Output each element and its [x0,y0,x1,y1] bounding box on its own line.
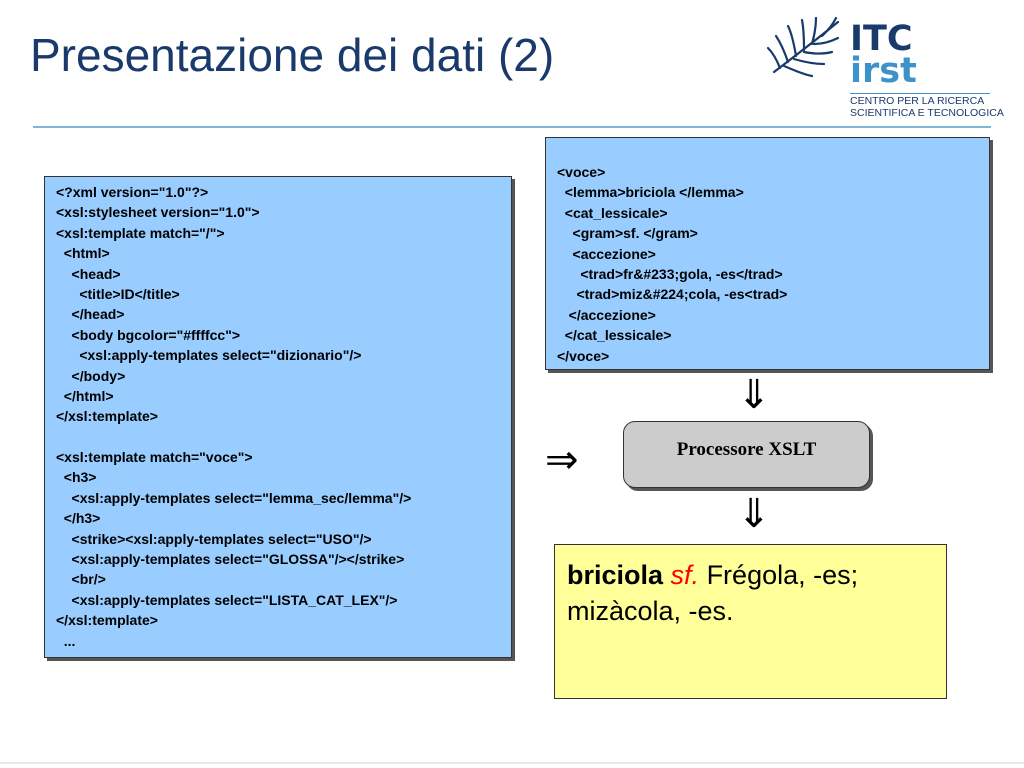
code-line: </xsl:template> [56,408,158,425]
code-line: <lemma>briciola </lemma> [557,184,744,201]
arrow-right-icon: ⇒ [545,437,579,483]
code-line: <trad>fr&#233;gola, -es</trad> [557,265,783,282]
code-line: <head> [56,265,121,282]
arrow-down-icon: ⇓ [737,372,771,418]
logo-name-itc: ITC [850,19,913,59]
xsl-stylesheet-code [44,176,512,658]
code-line [56,427,511,447]
xslt-processor-box [623,421,870,488]
result-pos: sf. [670,560,700,590]
code-line: <html> [56,245,110,262]
code-line: </head> [56,306,125,323]
code-line: <xsl:apply-templates select="lemma_sec/lemma"/> [56,489,412,506]
code-line: </html> [56,387,114,404]
logo-divider [850,93,990,94]
code-line: <cat_lessicale> [557,204,668,221]
code-line: <xsl:template match="/"> [56,224,225,241]
title-divider [33,126,991,128]
xml-entry-code [545,137,990,370]
logo-caption-line1: CENTRO PER LA RICERCA [850,95,985,107]
result-text-line1: Frégola, -es; [699,560,859,590]
footer-divider [0,762,1024,764]
code-line: <title>ID</title> [56,285,180,302]
code-line: <body bgcolor="#ffffcc"> [56,326,241,343]
code-line: </h3> [56,510,101,527]
code-line: </cat_lessicale> [557,327,672,344]
code-line: <gram>sf. </gram> [557,225,698,242]
code-line: </xsl:template> [56,612,158,629]
itc-irst-logo [766,14,1004,119]
arrow-down-icon: ⇓ [737,491,771,537]
logo-name-irst: irst [850,51,917,91]
code-line: <br/> [56,571,106,588]
code-line: <accezione> [557,245,656,262]
code-line: ... [56,632,76,649]
code-line: <xsl:apply-templates select="LISTA_CAT_LEX"/> [56,591,398,608]
code-line: <xsl:apply-templates select="GLOSSA"/></strike> [56,551,405,568]
olive-branch-icon [766,14,848,84]
processor-label: Processore XSLT [676,438,817,460]
code-line: <xsl:stylesheet version="1.0"> [56,204,260,221]
result-lemma: briciola [567,560,664,590]
code-line: <strike><xsl:apply-templates select="USO"/> [56,530,372,547]
code-line: <h3> [56,469,97,486]
slide-title: Presentazione dei dati (2) [30,29,555,81]
code-line: </accezione> [557,306,656,323]
rendered-result [554,544,947,699]
code-line: <?xml version="1.0"?> [56,184,209,200]
code-line: <xsl:apply-templates select="dizionario"/> [56,347,362,364]
result-text-line2: mizàcola, -es. [567,596,734,626]
code-line: </body> [56,367,126,384]
code-line: <trad>miz&#224;cola, -es<trad> [557,286,788,303]
logo-caption-line2: SCIENTIFICA E TECNOLOGICA [850,107,1004,119]
code-line: <xsl:template match="voce"> [56,449,253,466]
code-line: <voce> [557,164,606,180]
code-line: </voce> [557,347,610,364]
